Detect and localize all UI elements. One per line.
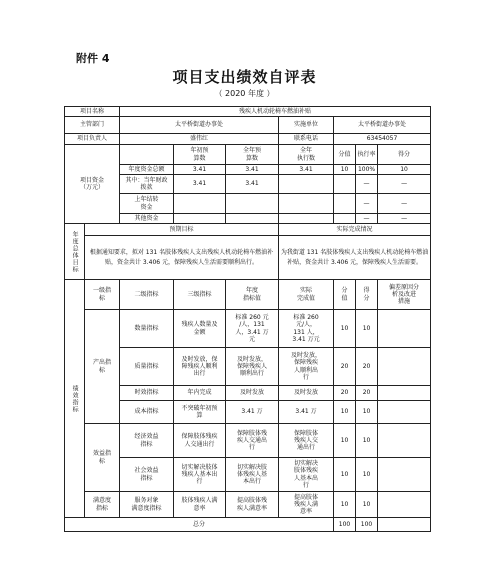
other-points-dash: — [378,214,431,224]
indicator-actual: 3.41 万 [279,401,334,424]
indicator-lvl3: 残疾人数量及 金额 [174,310,226,348]
indicator-annual: 3.41 万 [226,401,279,424]
indicator-points: 10 [356,424,378,458]
carryover-score [334,194,356,214]
funds-header-blank [120,145,174,165]
sum-deviation [378,518,431,532]
carryover-fullyear [226,194,279,214]
indicator-points: 20 [356,348,378,386]
output-indicator-label: 产出指 标 [85,310,120,424]
indicator-points: 20 [356,386,378,401]
evaluation-table [64,106,431,532]
expected-goal-header: 预期目标 [85,224,279,236]
actual-result-header: 实际完成情况 [279,224,431,236]
total-score-label: 总分 [65,518,334,532]
indicator-points: 10 [356,310,378,348]
implementer-value: 太平桥街道办事处 [334,117,431,134]
department-label: 主管部门 [65,117,120,134]
indicator-points: 10 [356,401,378,424]
indicator-lvl3: 切实解决肢体 残疾人基本出 行 [174,458,226,492]
lvl1-header: 一级指 标 [85,280,120,310]
deviation-header: 偏差原因分 析及改进 措施 [378,280,431,310]
year-label: （ 2020 年度 ） [214,89,275,98]
indicator-annual: 及时发放 [226,386,279,401]
row-fiscal-label: 其中：当年财政 拨款 [120,175,174,194]
carryover-budget [174,194,226,214]
indicator-annual: 保障肢体残 疾人交通出 行 [226,424,279,458]
indicator-score: 10 [334,424,356,458]
satisfaction-indicator-label: 满意度 指标 [85,492,120,518]
lvl2-header: 二级指标 [120,280,174,310]
total-score: 10 [334,165,356,175]
points-header: 得 分 [356,280,378,310]
indicator-annual: 提高肢体残 疾人满意率 [226,492,279,518]
other-score [334,214,356,224]
effect-indicator-label: 效益指 标 [85,424,120,492]
carryover-executed [279,194,334,214]
funds-label: 项目资金 （万元） [65,145,120,224]
fiscal-rate-dash: — [356,175,378,194]
indicator-lvl2: 质量指标 [120,348,174,386]
fiscal-executed [279,175,334,194]
sum-score: 100 [334,518,356,532]
indicator-actual: 及时发放 [279,386,334,401]
other-budget [174,214,226,224]
actual-result-text: 为我街道 131 名肢体残疾人支出残疾人机动轮椅车燃油补贴，资金共计 3.406 元，保障残疾人生活需要。 [279,236,431,280]
indicator-score: 20 [334,348,356,386]
indicator-score: 20 [334,386,356,401]
fiscal-score [334,175,356,194]
indicator-points: 10 [356,458,378,492]
row-total-label: 年度资金总额 [120,165,174,175]
row-other-label: 其他资金 [120,214,174,224]
project-name-label: 项目名称 [65,107,120,117]
implementer-label: 实施单位 [279,117,334,134]
indicator-deviation [378,424,431,458]
col-budget-header: 年初预 算数 [174,145,226,165]
fiscal-fullyear: 3.41 [226,175,279,194]
expected-goal-text: 根据通知要求，拟对 131 名肢体残疾人支出残疾人机动轮椅车燃油补贴，资金共计 3.406 元，保障残疾人生活需要顺利出行。 [85,236,279,280]
sum-points: 100 [356,518,378,532]
indicator-lvl2: 成本指标 [120,401,174,424]
col-fullyear-budget-header: 全年预 算数 [226,145,279,165]
annual-value-header: 年度 指标值 [226,280,279,310]
indicator-lvl3: 及时发放，保 障残疾人顺利 出行 [174,348,226,386]
indicator-actual: 及时发放， 保障残疾 人顺利出 行 [279,348,334,386]
indicator-actual: 切实解决 肢体残疾 人基本出 行 [279,458,334,492]
indicator-deviation [378,386,431,401]
indicator-actual: 保障肢体 残疾人交 通出行 [279,424,334,458]
perf-indicators-label: 绩效指标 [65,280,85,518]
indicator-lvl2: 社会效益 指标 [120,458,174,492]
fiscal-budget: 3.41 [174,175,226,194]
indicator-deviation [378,348,431,386]
indicator-lvl3: 年内完成 [174,386,226,401]
other-executed [279,214,334,224]
indicator-deviation [378,492,431,518]
project-name-value: 残疾人机动轮椅车燃油补贴 [120,107,431,117]
total-budget: 3.41 [174,165,226,175]
indicator-score: 10 [334,401,356,424]
fiscal-points-dash: — [378,175,431,194]
attachment-label: 附件 4 [76,52,110,65]
actual-value-header: 实际 完成值 [279,280,334,310]
indicator-lvl3: 保障肢体残疾 人交通出行 [174,424,226,458]
department-value: 太平桥街道办事处 [120,117,279,134]
indicator-points: 10 [356,492,378,518]
col-points-header: 得分 [378,145,431,165]
score-header: 分 值 [334,280,356,310]
total-executed: 3.41 [279,165,334,175]
page-title: 项目支出绩效自评表 [172,68,317,86]
col-rate-header: 执行率 [356,145,378,165]
other-rate-dash: — [356,214,378,224]
indicator-actual: 标准 260 元/人， 131 人， 3.41 万元 [279,310,334,348]
annual-goal-label: 年度总体目标 [65,224,85,280]
indicator-lvl2: 服务对象 满意度指标 [120,492,174,518]
indicator-lvl2: 经济效益 指标 [120,424,174,458]
indicator-annual: 及时发放， 保障残疾人 顺利出行 [226,348,279,386]
carryover-rate-dash: — [356,194,378,214]
row-carryover-label: 上年结转 资金 [120,194,174,214]
phone-label: 联系电话 [279,134,334,145]
col-executed-header: 全年 执行数 [279,145,334,165]
total-rate: 100% [356,165,378,175]
carryover-points-dash: — [378,194,431,214]
indicator-lvl2: 数量指标 [120,310,174,348]
leader-label: 项目负责人 [65,134,120,145]
indicator-lvl2: 时效指标 [120,386,174,401]
indicator-deviation [378,458,431,492]
indicator-annual: 标准 260 元 /人，131 人，3.41 万 元 [226,310,279,348]
indicator-deviation [378,401,431,424]
indicator-lvl3: 不突破年初预 算 [174,401,226,424]
phone-value: 63454057 [334,134,431,145]
indicator-score: 10 [334,458,356,492]
indicator-annual: 切实解决肢 体残疾人基 本出行 [226,458,279,492]
col-score-header: 分值 [334,145,356,165]
other-fullyear [226,214,279,224]
indicator-actual: 提高肢体 残疾人满 意率 [279,492,334,518]
indicator-lvl3: 肢体残疾人满 意率 [174,492,226,518]
indicator-score: 10 [334,310,356,348]
lvl3-header: 三级指标 [174,280,226,310]
total-fullyear: 3.41 [226,165,279,175]
leader-value: 盛伟红 [120,134,279,145]
indicator-deviation [378,310,431,348]
indicator-score: 10 [334,492,356,518]
total-points: 10 [378,165,431,175]
